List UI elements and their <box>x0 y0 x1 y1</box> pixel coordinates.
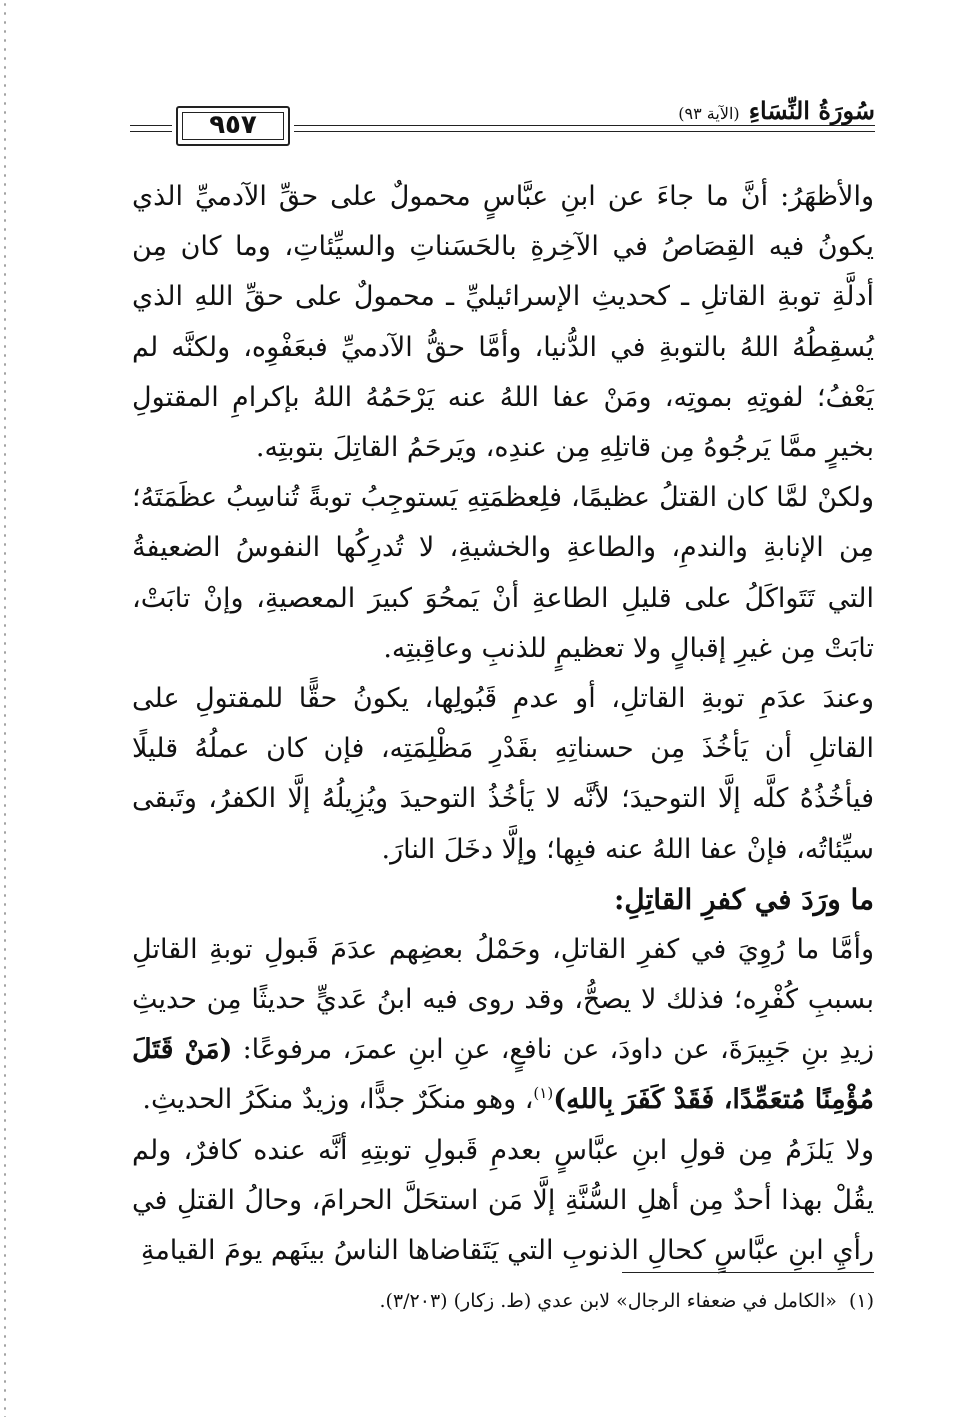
footnote-number: (١) <box>848 1290 874 1312</box>
paragraph-1: والأظهَرُ: أنَّ ما جاءَ عن ابنِ عبَّاسٍ محمولٌ على حقِّ الآدميِّ الذي يكونُ فيه القِصَاصُ في الآخِرةِ بالحَسَناتِ والسيِّئاتِ، وما كان مِن أدلَّةِ توبةِ القاتلِ ـ كحديثِ الإسرائيليِّ ـ محمولٌ على حقِّ اللهِ الذي يُسقِطُهُ اللهُ بالتوبةِ في الدُّنيا، وأمَّا حقُّ الآدميِّ فبعَفْوِه، ولكنَّه لم يَعْفُ؛ لفوتِهِ بموتِه، ومَنْ عفا اللهُ عنه يَرْحَمُهُ اللهُ بإكرامِ المقتولِ بخيرٍ ممَّا يَرجُوهُ مِن قاتلِهِ مِن عندِه، ويَرحَمُ القاتِلَ بتوبتِه. <box>132 181 874 464</box>
paragraph-4-tail: ، وهو منكَرٌ جدًّا، وزيدٌ منكَرُ الحديثِ. <box>142 1084 534 1116</box>
page-number: ٩٥٧ <box>209 110 257 140</box>
paragraph-4-text: وأمَّا ما رُوِيَ في كفرِ القاتلِ، وحَمْلُ بعضِهم عدَمَ قَبولِ توبةِ القاتلِ بسببِ كُفْرِه؛ فذلك لا يصحُّ، وقد روى فيه ابنُ عَديٍّ حديثًا مِن حديثِ زيدِ بنِ جَبِيرَةَ، عن داودَ، عن نافعٍ، عنِ ابنِ عمرَ، مرفوعًا: <box>132 933 874 1066</box>
paragraph-5: ولا يَلزَمُ مِن قولِ ابنِ عبَّاسٍ بعدمِ قَبولِ توبتِهِ أنَّه عنده كافرٌ، ولم يقُلْ بهذا أحدٌ مِن أهلِ السُّنَّةِ إلَّا مَن استحَلَّ الحرامَ، وحالُ القتلِ في رأيِ ابنِ عبَّاسٍ كحالِ الذنوبِ التي يَتَقاضاها الناسُ بينَهم يومَ القيامةِ <box>132 1134 874 1267</box>
page-number-box <box>172 102 294 150</box>
section-heading: ما ورَدَ في كفرِ القاتِلِ: <box>613 882 874 916</box>
footnote-reference[interactable]: (١) <box>533 1084 554 1103</box>
paragraph-2: ولكنْ لمَّا كان القتلُ عظيمًا، فلِعظمَتِهِ يَستوجِبُ توبةً تُناسِبُ عظَمَتَهُ؛ مِن الإنابةِ والندمِ، والطاعةِ والخشيةِ، لا تُدرِكُها النفوسُ الضعيفةُ التي تَتَواكَلُ على قليلِ الطاعةِ أنْ يَمحُوَ كبيرَ المعصيةِ، وإنْ تابَتْ، تابَتْ مِن غيرِ إقبالٍ ولا تعظيمٍ للذنبِ وعاقِبتِه. <box>132 482 874 664</box>
running-head <box>670 96 875 125</box>
paragraph-4 <box>132 925 874 1126</box>
hadith-quote: (مَنْ قَتَلَ مُؤْمِنًا مُتعَمِّدًا، فَقَدْ كَفَرَ بِاللهِ) <box>132 1034 874 1116</box>
paragraph-3: وعندَ عدَمِ توبةِ القاتلِ، أو عدمِ قَبُولِها، يكونُ حقًّا للمقتولِ على القاتلِ أن يَأخُذَ مِن حسناتِهِ بقَدْرِ مَظْلِمَتِه، فإن كان عملُهُ قليلًا فيأخُذُهُ كلَّه إلَّا التوحيدَ؛ لأنَّه لا يَأخُذُ التوحيدَ ويُزِيلُهُ إلَّا الكفرُ، وتَبقى سيِّئاتُه، فإنْ عفا اللهُ عنه فبِها؛ وإلَّا دخَلَ النارَ. <box>132 683 874 865</box>
surah-title: سُورَةُ النِّسَاءِ <box>748 96 875 125</box>
scan-edge-noise <box>2 0 8 1417</box>
footnote <box>132 1283 874 1319</box>
footnote-separator <box>622 1272 874 1273</box>
main-text <box>132 172 874 1276</box>
ayah-reference: (الآية ٩٣) <box>678 104 740 123</box>
footnote-text: «الكامل في ضعفاء الرجال» لابن عدي (ط. زكار) (٣/٢٠٣). <box>379 1290 837 1312</box>
page-header <box>130 92 875 152</box>
